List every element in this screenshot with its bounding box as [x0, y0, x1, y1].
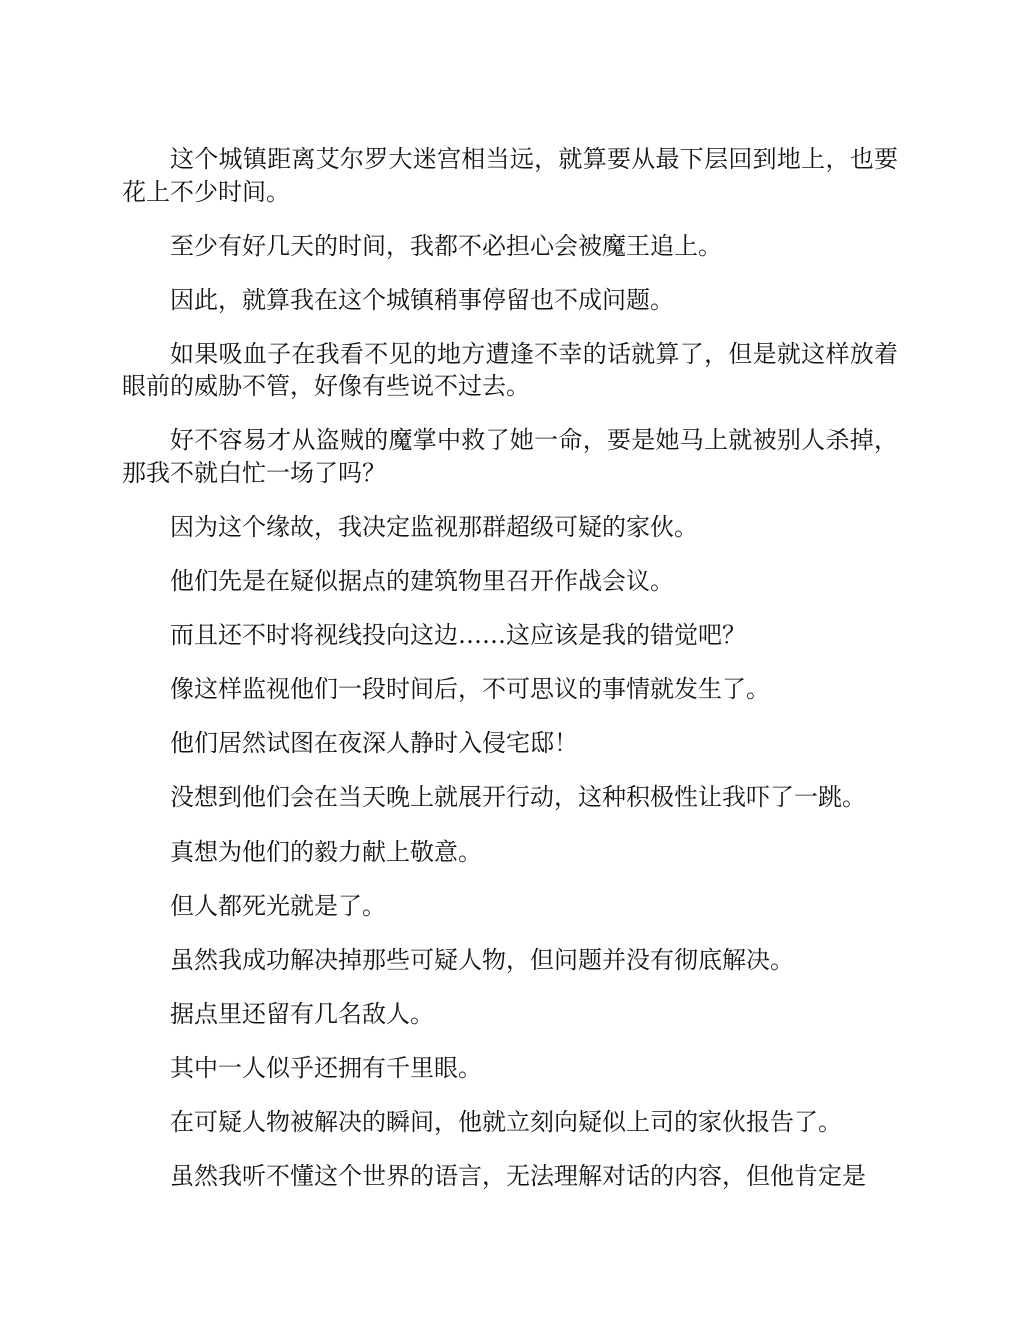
- paragraph: 没想到他们会在当天晚上就展开行动，这种积极性让我吓了一跳。: [170, 783, 866, 812]
- paragraph: 至少有好几天的时间，我都不必担心会被魔王追上。: [170, 231, 722, 260]
- paragraph: 因为这个缘故，我决定监视那群超级可疑的家伙。: [170, 512, 698, 541]
- paragraph: 好不容易才从盗贼的魔掌中救了她一命，要是她马上就被别人杀掉，那我不就白忙一场了吗？: [122, 426, 898, 487]
- paragraph: 真想为他们的毅力献上敬意。: [170, 837, 482, 866]
- paragraph: 虽然我成功解决掉那些可疑人物，但问题并没有彻底解决。: [170, 945, 794, 974]
- paragraph: 在可疑人物被解决的瞬间，他就立刻向疑似上司的家伙报告了。: [170, 1108, 842, 1136]
- paragraph: 虽然我听不懂这个世界的语言，无法理解对话的内容，但他肯定是: [170, 1162, 866, 1191]
- paragraph: 因此，就算我在这个城镇稍事停留也不成问题。: [170, 285, 674, 314]
- document-page: [122, 143, 898, 1214]
- paragraph: 他们先是在疑似据点的建筑物里召开作战会议。: [170, 567, 674, 596]
- paragraph: 他们居然试图在夜深人静时入侵宅邸！: [170, 729, 578, 758]
- paragraph: 其中一人似乎还拥有千里眼。: [170, 1053, 482, 1082]
- paragraph: 像这样监视他们一段时间后，不可思议的事情就发生了。: [170, 675, 770, 704]
- paragraph: 而且还不时将视线投向这边……这应该是我的错觉吧？: [170, 621, 746, 650]
- paragraph: 如果吸血子在我看不见的地方遭逢不幸的话就算了，但是就这样放着眼前的威胁不管，好像有些说不过去。: [122, 339, 898, 401]
- paragraph: 这个城镇距离艾尔罗大迷宫相当远，就算要从最下层回到地上，也要花上不少时间。: [122, 145, 898, 206]
- paragraph: 但人都死光就是了。: [170, 891, 386, 920]
- paragraph: 据点里还留有几名敌人。: [170, 999, 434, 1028]
